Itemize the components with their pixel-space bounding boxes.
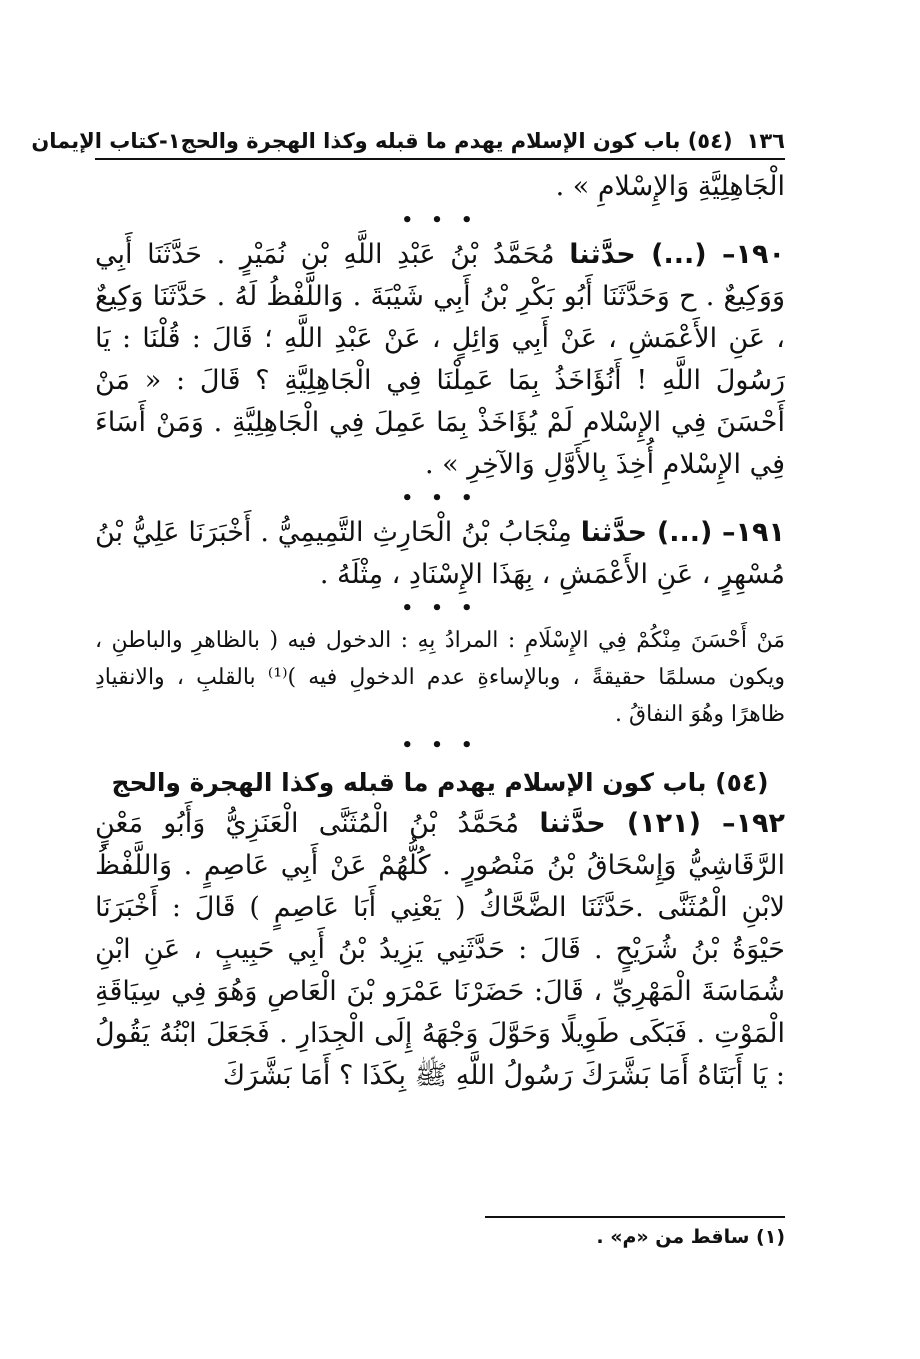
hadith-192 [95, 803, 785, 1097]
header-book-title: ١-كتاب الإيمان [31, 129, 181, 153]
separator: • • • [401, 488, 479, 509]
paragraph-continuation: الْجَاهِلِيَّةِ وَالإِسْلامِ » . [555, 171, 785, 202]
hadith-190-body: مُحَمَّدُ بْنُ عَبْدِ اللَّهِ بْنِ نُمَيْرٍ . حَدَّثَنَا أَبِي وَوَكِيعٌ . ح وَحَدَّثَنَا أَبُو بَكْرِ بْنُ أَبِي شَيْبَةَ . وَاللَّفْظُ لَهُ . حَدَّثَنَا وَكِيعٌ ، عَنِ الأَعْمَشِ ، عَنْ أَبِي وَائِلٍ ، عَنْ عَبْدِ اللَّهِ ؛ قَالَ : قُلْنَا : يَا رَسُولَ اللَّهِ ! أَنُؤَاخَذُ بِمَا عَمِلْنَا فِي الْجَاهِلِيَّةِ ؟ قَالَ : « مَنْ أَحْسَنَ فِي الإِسْلامِ لَمْ يُؤَاخَذْ بِمَا عَمِلَ فِي الْجَاهِلِيَّةِ . وَمَنْ أَسَاءَ فِي الإِسْلامِ أُخِذَ بِالأَوَّلِ وَالآخِرِ » . [95, 239, 785, 480]
chapter-heading: (٥٤) باب كون الإسلام يهدم ما قبله وكذا الهجرة والحج [111, 768, 769, 797]
hadith-192-body: مُحَمَّدُ بْنُ الْمُثَنَّى الْعَنَزِيُّ وَأَبُو مَعْنٍ الرَّقَاشِيُّ وَإِسْحَاقُ بْنُ مَنْصُورٍ . كُلُّهُمْ عَنْ أَبِي عَاصِمٍ . وَاللَّفْظُ لابْنِ الْمُثَنَّى .حَدَّثَنَا الضَّحَّاكُ ( يَعْنِي أَبَا عَاصِمٍ ) قَالَ : أَخْبَرَنَا حَيْوَةُ بْنُ شُرَيْحٍ . قَالَ : حَدَّثَنِي يَزِيدُ بْنُ أَبِي حَبِيبٍ ، عَنِ ابْنِ شُمَاسَةَ الْمَهْرِيِّ ، قَالَ: حَضَرْنَا عَمْرَو بْنَ الْعَاصِ وَهُوَ فِي سِيَاقَةِ الْمَوْتِ . فَبَكَى طَوِيلًا وَحَوَّلَ وَجْهَهُ إِلَى الْجِدَارِ . فَجَعَلَ ابْنُهُ يَقُولُ : يَا أَبَتَاهُ أَمَا بَشَّرَكَ رَسُولُ اللَّهِ ﷺ بِكَذَا ؟ أَمَا بَشَّرَكَ [95, 808, 785, 1091]
page-number: ١٣٦ [746, 129, 785, 153]
footnote-rule [485, 1216, 785, 1218]
hadith-191 [95, 512, 785, 596]
hadith-191-body: مِنْجَابُ بْنُ الْحَارِثِ التَّمِيمِيُّ . أَخْبَرَنَا عَلِيُّ بْنُ مُسْهِرٍ ، عَنِ الأَعْمَشِ ، بِهَذَا الإِسْنَادِ ، مِثْلَهُ . [95, 517, 785, 590]
hadith-190-lead: ١٩٠– (...) حدَّثنا [569, 239, 785, 270]
hadith-190 [95, 234, 785, 486]
commentary: مَنْ أَحْسَنَ مِنْكُمْ فِي الإِسْلَامِ : المرادُ بِهِ : الدخول فيه ( بالظاهرِ والباطنِ ، ويكون مسلمًا حقيقةً ، وبالإساءةِ عدم الدخولِ فيه )⁽¹⁾ بالقلبِ ، والانقيادِ ظاهرًا وهُوَ النفاقُ . [95, 628, 786, 727]
hadith-191-lead: ١٩١– (...) حدَّثنا [580, 517, 785, 548]
hadith-192-lead: ١٩٢– (١٢١) حدَّثنا [539, 808, 786, 839]
footnote: (١) ساقط من «م» . [596, 1226, 785, 1248]
header-chapter-title: (٥٤) باب كون الإسلام يهدم ما قبله وكذا الهجرة والحج [180, 129, 733, 153]
header-right [181, 131, 785, 152]
separator: • • • [401, 210, 479, 231]
running-header [31, 118, 785, 160]
separator: • • • [401, 598, 479, 619]
book-page [31, 118, 786, 1318]
separator: • • • [401, 735, 479, 756]
